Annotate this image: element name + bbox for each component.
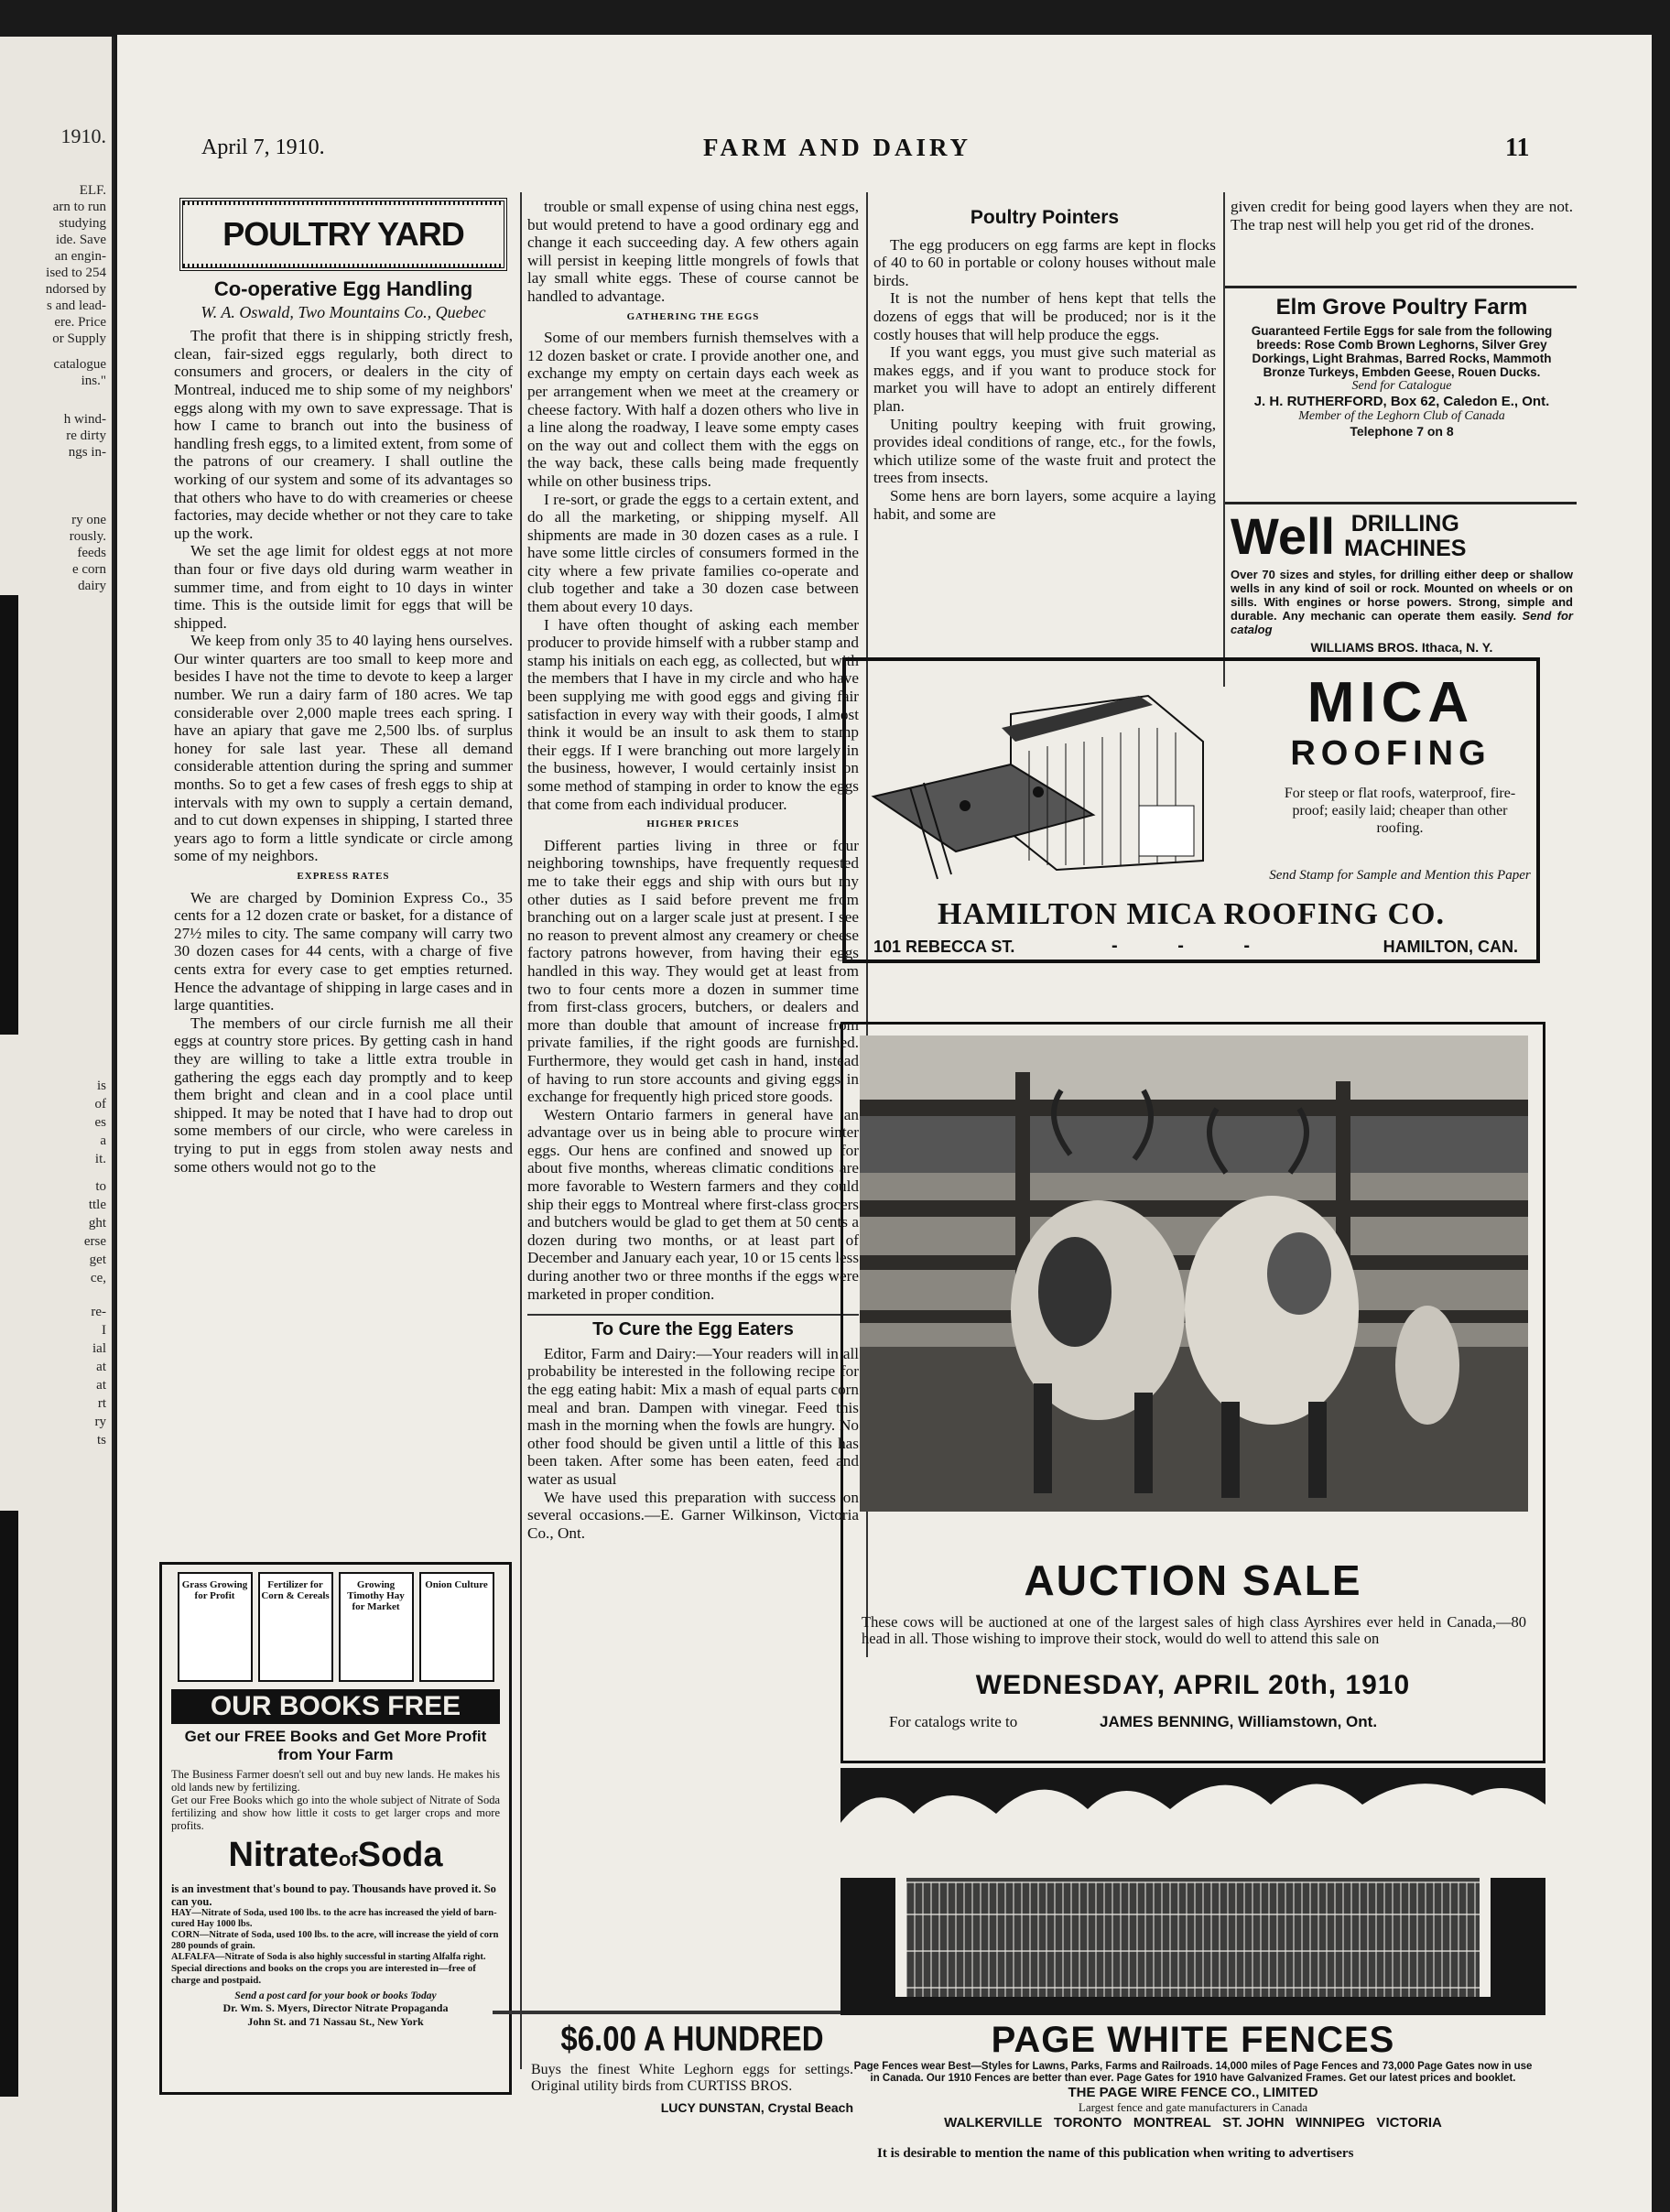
paragraph: The profit that there is in shipping strictly fresh, clean, fair-sized eggs regularly, both direct to consumers and grocers, or dealers in the city of Montreal, induced me to ship some of my neighbors' eggs along with my own to save expressage. That is how I came to branch out into the business of handling fresh eggs, to a limited extent, from some of the patrons of our creamery. I shall outline the working of our system and some of its advantages so that others who have to do with creameries or cheese factories, may decide whether or not they care to take up the work.: [174, 327, 513, 542]
well-title-1: DRILLING: [1350, 511, 1459, 537]
mica-subtitle: ROOFING: [1290, 734, 1491, 773]
header-title: FARM AND DAIRY: [703, 134, 972, 161]
prev-page-text: erse: [83, 1234, 106, 1249]
paragraph: We are charged by Dominion Express Co., 35 cents for a 12 dozen crate or basket, for a distance of 27½ miles to city. The same company will carry two 30 dozen cases for 44 cents, with a charge of five cents extra for every case to get empties returned. Hence the advantage of shipping in large cases and in large quantities.: [174, 888, 513, 1014]
well-title-2: MACHINES: [1344, 536, 1467, 561]
mica-stamp: Send Stamp for Sample and Mention this Paper: [1269, 868, 1531, 883]
prev-page-text: ngs in-: [68, 445, 106, 460]
article-body: [527, 329, 859, 813]
ayrshire-cows-photo: [860, 1036, 1528, 1512]
auction-text: These cows will be auctioned at one of the largest sales of high class Ayrshires ever held in Canada,—80 head in all. Those wishing to improve their stock, would do well to attend this sale on: [862, 1613, 1526, 1647]
well-firm: WILLIAMS BROS. Ithaca, N. Y.: [1310, 640, 1493, 655]
fence-illustration: [840, 1768, 1545, 2015]
books-text: Special directions and books on the crops you are interested in—free of charge and postpaid.: [171, 1963, 476, 1986]
mica-roofing-ad: [842, 657, 1540, 963]
prev-page-text: ry: [94, 1415, 106, 1429]
footer-notice: It is desirable to mention the name of this publication when writing to advertisers: [877, 2146, 1354, 2161]
books-subheadline: Get our FREE Books and Get More Profit from Your Farm: [184, 1728, 487, 1763]
article-body-continued: [174, 889, 513, 1176]
paragraph: Western Ontario farmers in general have an advantage over us in being able to procure winter eggs. Our hens are confined and snowed up for about five months, whereas climatic conditions are more favorable to Western farmers and they could ship their eggs to Montreal where first-class grocers and butchers would be glad to get them at 50 cents a dozen during two months, or at least part of December and January each year, 10 or 15 cents less during another two or three months if the eggs were marketed in proper condition.: [527, 1105, 859, 1303]
prev-dark-image: [0, 595, 18, 1035]
books-text: Get our Free Books which go into the whole subject of Nitrate of Soda fertilizing and show how little it costs to get larger crops and more profits.: [171, 1794, 500, 1832]
well-text: Over 70 sizes and styles, for drilling either deep or shallow wells in any kind of soil or rock. Mounted on wheels or on sills. With engines or horse powers. Strong, simple and durable. Any mechanic can operate them easily. Send for catalog: [1231, 568, 1573, 636]
column-2: [527, 198, 859, 1708]
prev-dark-image: [0, 1511, 18, 2097]
article-byline: W. A. Oswald, Two Mountains Co., Quebec: [201, 302, 486, 321]
auction-catalogs: For catalogs write to: [889, 1713, 1018, 1730]
prev-page-text: get: [89, 1252, 106, 1267]
book-cover: Onion Culture: [419, 1572, 494, 1682]
divider: [1225, 286, 1577, 288]
elm-grove-catalogue: Send for Catalogue: [1351, 379, 1452, 393]
prev-page-text: to: [95, 1179, 106, 1194]
mica-text: For steep or flat roofs, waterproof, fire-proof; easily laid; cheaper than other roofing.: [1284, 786, 1516, 836]
paragraph: Some hens are born layers, some acquire a laying habit, and some are: [873, 486, 1216, 523]
books-postcard: Send a post card for your book or books Today: [234, 1990, 437, 2001]
prev-page-text: a: [100, 1133, 106, 1148]
prev-page-text: ised to 254: [46, 266, 106, 280]
auction-date: WEDNESDAY, APRIL 20th, 1910: [975, 1670, 1411, 1700]
auction-title: AUCTION SALE: [1024, 1556, 1362, 1604]
poultry-pointers-title: Poultry Pointers: [970, 209, 1120, 228]
eggs-ad-text: Buys the finest White Leghorn eggs for settings. Original utility birds from CURTISS BROS.: [531, 2062, 853, 2094]
article-body: [527, 837, 859, 1303]
paragraph: I re-sort, or grade the eggs to a certain extent, and do all the marketing, or shipping myself. All shipments are made in 30 dozen cases as a rule. I have some little circles of consumers formed in the city where a few private families co-operate and club together and take a 30 dozen case between them about every 10 days.: [527, 490, 859, 616]
column-3: [873, 209, 1216, 667]
elm-grove-owner: J. H. RUTHERFORD, Box 62, Caledon E., Ont.: [1253, 394, 1550, 409]
elm-grove-title: Elm Grove Poultry Farm: [1275, 295, 1528, 320]
barn-illustration: [855, 678, 1258, 888]
paragraph: trouble or small expense of using china nest eggs, but would pretend to have a good ordinary egg and change it each succeeding day. A few others again will persist in keeping little mongrels of fowls that lay small white eggs. These of course cannot be handled to advantage.: [527, 198, 859, 305]
prev-page-text: ial: [92, 1341, 106, 1356]
prev-page-text: e corn: [71, 562, 106, 577]
auction-sale-ad: [840, 1022, 1545, 1763]
subhead-express-rates: EXPRESS RATES: [297, 871, 390, 882]
article-body: [174, 327, 513, 865]
prev-page-text: feeds: [77, 546, 106, 560]
prev-page-text: ins.": [81, 374, 106, 388]
prev-page-text: re dirty: [66, 428, 106, 443]
paragraph: We set the age limit for oldest eggs at not more than four or five days old during warm weather in summer time, and from eight to 10 days in winter time. This is the outside limit for eggs that will be shipped.: [174, 542, 513, 632]
prev-page-text: catalogue: [53, 357, 106, 372]
column-rule: [520, 192, 522, 2069]
book-cover: Growing Timothy Hay for Market: [339, 1572, 414, 1682]
column-4-text: given credit for being good layers when they are not. The trap nest will help you get rid of the drones.: [1231, 198, 1573, 233]
prev-page-text: ce,: [90, 1271, 106, 1285]
auction-seller: JAMES BENNING, Williamstown, Ont.: [1100, 1713, 1378, 1730]
prev-page-text: rt: [97, 1396, 106, 1411]
divider: [527, 1314, 859, 1316]
nitrate-of-soda-logo: NitrateofSoda: [228, 1836, 443, 1874]
book-covers: [171, 1572, 500, 1682]
paragraph: If you want eggs, you must give such material as makes eggs, and if you want to produce stock for market you will have to adopt an entirely different plan.: [873, 343, 1216, 415]
poultry-pointers-body: [873, 236, 1216, 524]
page-fences-cities: WALKERVILLE TORONTO MONTREAL ST. JOHN WINNIPEG VICTORIA: [944, 2115, 1442, 2131]
paragraph: Uniting poultry keeping with fruit growing, provides ideal conditions of range, etc., for the fowls, which utilize some of the waste fruit and protect the trees from insects.: [873, 415, 1216, 487]
previous-page-edge: [0, 37, 114, 2212]
paragraph: The members of our circle furnish me all their eggs at country store prices. By getting cash in hand they are willing to take a little extra trouble in gathering the eggs each day promptly and to keep them bright and clean and in a cool place until shipped. It may be noted that I have had to drop out some members of our circle, who were careless in trying to put in eggs from stolen away nests and some others would not go to the: [174, 1014, 513, 1176]
books-headline: OUR BOOKS FREE: [171, 1689, 500, 1724]
paragraph: The egg producers on egg farms are kept in flocks of 40 to 60 in portable or colony houses without male birds.: [873, 235, 1216, 289]
poultry-yard-banner: [179, 198, 507, 271]
page-fences-ad: [840, 2020, 1545, 2131]
nitrate-result: HAY—Nitrate of Soda, used 100 lbs. to the acre has increased the yield of barn-cured Hay 1000 lbs.: [171, 1908, 497, 1929]
elm-grove-ad: [1231, 295, 1573, 439]
nitrate-books-ad: [159, 1562, 512, 2095]
column-1: [174, 198, 513, 1534]
newspaper-page: [117, 35, 1652, 2212]
book-cover: Fertilizer for Corn & Cereals: [258, 1572, 333, 1682]
nitrate-results-list: [171, 1908, 500, 1963]
page-fences-title: PAGE WHITE FENCES: [991, 2020, 1395, 2060]
books-address: John St. and 71 Nassau St., New York: [247, 2015, 424, 2028]
paragraph: It is not the number of hens kept that tells the dozens of eggs that will be produced; nor is it the costly houses that will help produce the eggs.: [873, 289, 1216, 343]
prev-page-text: of: [94, 1097, 106, 1111]
prev-page-text: an engin-: [54, 249, 106, 264]
prev-page-text: h wind-: [63, 412, 106, 427]
paragraph: I have often thought of asking each member producer to provide himself with a rubber stamp and stamp his initials on each egg, as collected, but with the members that I have in my circle and who have been supplying me with good eggs and giving fair satisfaction in every way with their goods, I almost think it would be an insult to ask them to stamp their eggs. If I were branching out more largely in the business, however, I would certainly insist on some method of stamping in order to know the eggs that come from each individual producer.: [527, 615, 859, 813]
prev-page-text: I: [102, 1323, 106, 1338]
banner-title: POULTRY YARD: [222, 215, 464, 253]
page-fences-sub: Largest fence and gate manufacturers in Canada: [1078, 2100, 1308, 2114]
cure-title: To Cure the Egg Eaters: [592, 1319, 794, 1340]
prev-page-text: ry one: [71, 513, 106, 527]
well-big: Well: [1231, 507, 1336, 565]
prev-page-text: is: [96, 1079, 106, 1093]
eggs-ad-signature: LUCY DUNSTAN, Crystal Beach: [660, 2100, 853, 2115]
elm-grove-member: Member of the Leghorn Club of Canada: [1298, 409, 1505, 423]
mica-city: HAMILTON, CAN.: [1383, 938, 1518, 956]
eggs-ad: [531, 2019, 853, 2115]
prev-page-text: re-: [91, 1305, 106, 1319]
prev-page-text: or Supply: [52, 331, 106, 346]
prev-page-text: rously.: [69, 529, 106, 544]
mica-company: HAMILTON MICA ROOFING CO.: [938, 897, 1445, 931]
books-text: is an investment that's bound to pay. Thousands have proved it. So can you.: [171, 1882, 496, 1908]
well-drilling-ad: [1231, 509, 1573, 655]
paragraph: We keep from only 35 to 40 laying hens ourselves. Our winter quarters are too small to keep more and besides I have not the time to devote to keep a larger number. We run a dairy farm of 180 acres. We tap considerable over 2,000 maple trees each spring. I have an apiary that gave me 2,500 lbs. of surplus honey for sale last year. These all demand considerable attention during the spring and summer months. So to get a few cases of fresh eggs to ship at intervals with my own to supply a certain demand, and to cut down expenses in shipping, I started three years ago to form a little syndicate or circle among some of my neighbors.: [174, 632, 513, 865]
books-text: The Business Farmer doesn't sell out and buy new lands. He makes his old lands new by fertilizing.: [171, 1768, 500, 1794]
prev-page-text: arn to run: [52, 200, 106, 214]
prev-page-text: studying: [59, 216, 106, 231]
column-4: [1231, 198, 1573, 308]
books-signature: Dr. Wm. S. Myers, Director Nitrate Propaganda: [222, 2001, 449, 2014]
page-number: 11: [1505, 134, 1530, 162]
mica-title: MICA: [1307, 671, 1475, 734]
page-fences-company: THE PAGE WIRE FENCE CO., LIMITED: [1068, 2085, 1318, 2100]
prev-page-text: ght: [88, 1216, 106, 1231]
nitrate-result: ALFALFA—Nitrate of Soda is also highly successful in starting Alfalfa right.: [171, 1952, 486, 1962]
paragraph: Different parties living in three or four neighboring townships, have frequently requested me to take their eggs and ship with ours but my other duties as I said before prevent me from branching out on a larger scale just at present. I see no reason to prevent almost any creamery or cheese factory patrons however, from having their eggs handled in this way. They would get at least from two to four cents more a dozen in summer time from first-class grocers, butchers, or dealers and more than double that amount of increase from private families, if the right goods are furnished. Furthermore, they would get cash in hand, instead of having to run store accounts and giving eggs in exchange for frequently high priced store goods.: [527, 836, 859, 1106]
elm-grove-text: Guaranteed Fertile Eggs for sale from the following breeds: Rose Comb Brown Leghorns, Silver Grey Dorkings, Light Brahmas, Barred Rocks, Mammoth Bronze Turkeys, Embden Geese, Rouen Ducks.: [1251, 324, 1553, 379]
paragraph: Some of our members furnish themselves with a 12 dozen basket or crate. I provide another one, and exchange my empty on certain days each week as per arrangement when we meet at the creamery or cheese factory. With half a dozen others who live in a line along the roadway, I leave some empty cases on the way out and collect them with the eggs on the way back, these calls being made frequently while on other business trips.: [527, 329, 859, 490]
prev-page-text: it.: [94, 1152, 106, 1166]
prev-page-text: ELF.: [79, 183, 106, 198]
divider: [1225, 502, 1577, 504]
prev-page-text: ts: [96, 1433, 106, 1448]
paragraph: We have used this preparation with success on several occasions.—E. Garner Wilkinson, Victoria Co., Ont.: [527, 1488, 859, 1542]
page-fences-text: Page Fences wear Best—Styles for Lawns, Parks, Farms and Railroads. 14,000 miles of Page Fences and 73,000 Page Gates now in use in Canada. Our 1910 Fences are better than ever. Page Gates for 1910 have Galvanized Frames. Get our latest prices and booklet.: [853, 2061, 1533, 2084]
header-date: April 7, 1910.: [201, 136, 325, 159]
prev-page-text: s and lead-: [47, 298, 106, 313]
prev-page-text: es: [94, 1115, 106, 1130]
elm-grove-telephone: Telephone 7 on 8: [1350, 424, 1454, 439]
mica-dashes: - - -: [1112, 936, 1278, 956]
eggs-ad-title: $6.00 A HUNDRED: [560, 2019, 824, 2058]
paragraph: Editor, Farm and Dairy:—Your readers will in all probability be interested in the following recipe for the egg eating habit: Mix a mash of equal parts corn meal and bran. Dampen with vinegar. Feed this mash in the morning when the fowls are hungry. No other food should be given until a little of this has been taken. After some has been eaten, feed and water as usual: [527, 1344, 859, 1488]
nitrate-result: CORN—Nitrate of Soda, used 100 lbs. to the acre, will increase the yield of corn 280 pounds of grain.: [171, 1930, 499, 1951]
subhead-gathering: GATHERING THE EGGS: [626, 310, 760, 322]
mica-street: 101 REBECCA ST.: [873, 938, 1015, 956]
prev-page-text: dairy: [78, 579, 106, 593]
prev-page-text: ttle: [88, 1198, 106, 1212]
prev-page-text: ndorsed by: [45, 282, 106, 297]
prev-page-text: at: [96, 1378, 106, 1393]
book-cover: Grass Growing for Profit: [178, 1572, 253, 1682]
subhead-higher-prices: HIGHER PRICES: [646, 819, 740, 830]
article-title: Co-operative Egg Handling: [213, 277, 473, 300]
column-rule: [1223, 192, 1225, 687]
prev-page-text: ide. Save: [56, 233, 106, 247]
divider: [493, 2011, 859, 2014]
prev-page-text: ere. Price: [54, 315, 106, 330]
article-body: [527, 198, 859, 306]
cure-body: [527, 1345, 859, 1543]
fence-drawing: [840, 1768, 1545, 2015]
prev-year: 1910.: [60, 125, 106, 147]
prev-page-text: at: [96, 1360, 106, 1374]
